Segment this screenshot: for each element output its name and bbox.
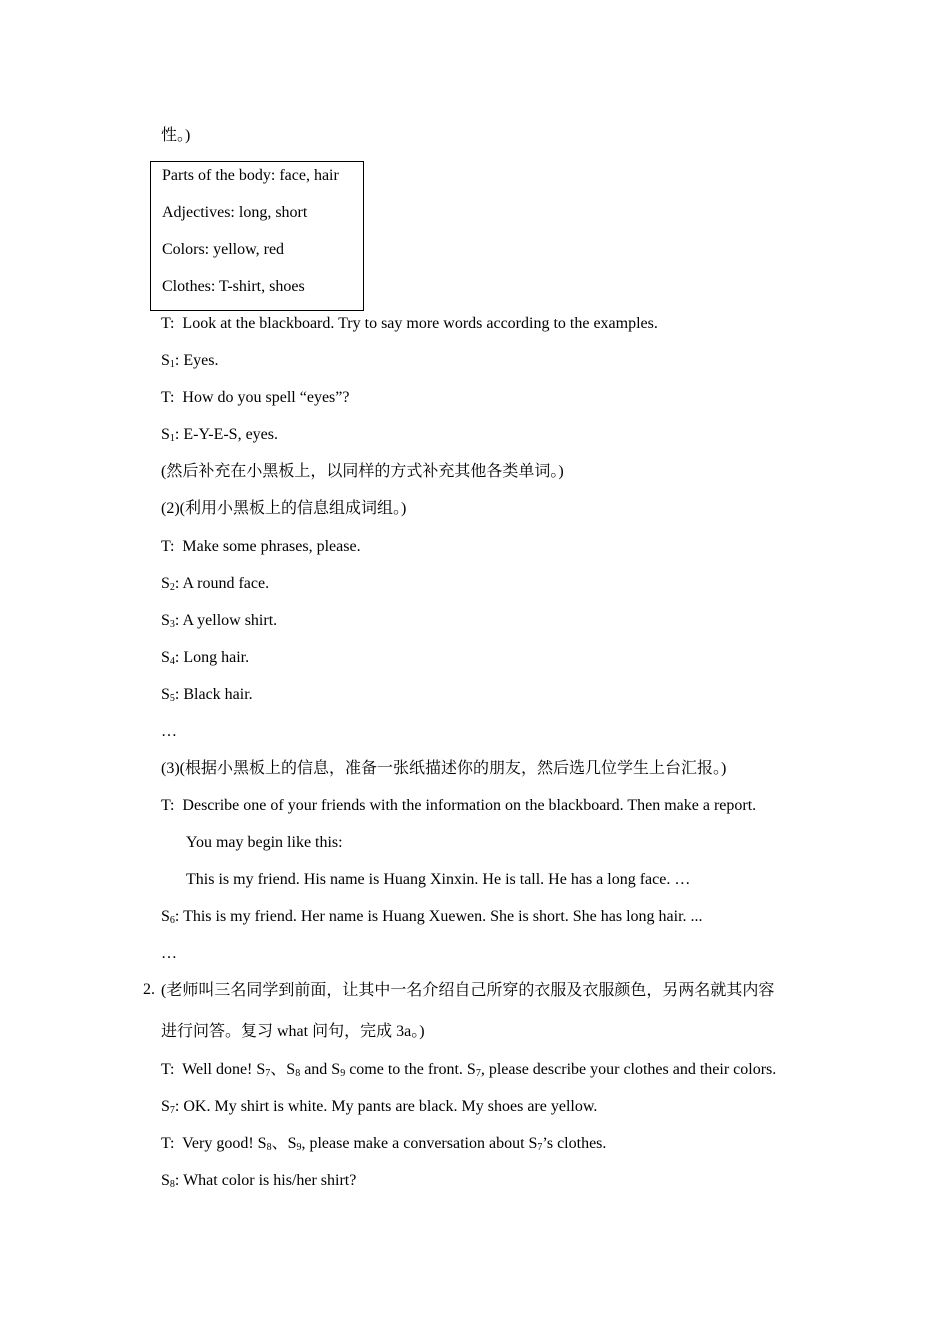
instruction-note: (然后补充在小黑板上，以同样的方式补充其他各类单词。) bbox=[161, 463, 564, 480]
dialogue-line: This is my friend. His name is Huang Xinxin. He is tall. He has a long face. … bbox=[186, 871, 691, 888]
dialogue-line: $S_3$: A yellow shirt. bbox=[161, 612, 278, 630]
dialogue-line: T: Describe one of your friends with the information on the blackboard. Then make a report. bbox=[161, 797, 757, 814]
dialogue-line: T: Very good! $S_8$、$S_9$, please make a conversation about $S_7’s$ clothes. bbox=[161, 1135, 607, 1153]
dialogue-line: T: Well done! $S_7$、$S_8$ and $S_9$ come to the front. $S_7$, please describe your clothes and their colors. bbox=[161, 1061, 777, 1079]
dialogue-line: T: Look at the blackboard. Try to say more words according to the examples. bbox=[161, 315, 658, 332]
ellipsis: … bbox=[161, 723, 177, 740]
dialogue-line: $S_8$: What color is his/her shirt? bbox=[161, 1172, 357, 1190]
dialogue-line: T: How do you spell “eyes”? bbox=[161, 389, 350, 406]
dialogue-line: $S_6$: This is my friend. Her name is Huang Xuewen. She is short. She has long hair. ... bbox=[161, 908, 703, 926]
dialogue-line: $S_2$: A round face. bbox=[161, 575, 270, 593]
step-3-instruction: (3)(根据小黑板上的信息，准备一张纸描述你的朋友，然后选几位学生上台汇报。) bbox=[161, 760, 727, 777]
step-2-instruction: (2)(利用小黑板上的信息组成词组。) bbox=[161, 500, 407, 517]
item-2-instruction: 进行问答。复习 what 问句，完成 3a。) bbox=[161, 1023, 425, 1040]
vocabulary-box bbox=[150, 161, 364, 311]
item-number: 2. bbox=[143, 981, 155, 998]
ellipsis: … bbox=[161, 945, 177, 962]
vocab-row: Adjectives: long, short bbox=[162, 204, 308, 221]
dialogue-line: $S_7$: OK. My shirt is white. My pants are black. My shoes are yellow. bbox=[161, 1098, 598, 1116]
dialogue-line: T: Make some phrases, please. bbox=[161, 538, 361, 555]
dialogue-line: $S_4$: Long hair. bbox=[161, 649, 250, 667]
vocab-row: Parts of the body: face, hair bbox=[162, 167, 339, 184]
dialogue-line: You may begin like this: bbox=[186, 834, 343, 851]
vocab-row: Clothes: T-shirt, shoes bbox=[162, 278, 305, 295]
dialogue-line: $S_5$: Black hair. bbox=[161, 686, 253, 704]
intro-tail: 性。) bbox=[161, 127, 191, 144]
vocab-row: Colors: yellow, red bbox=[162, 241, 285, 258]
item-2-instruction: (老师叫三名同学到前面，让其中一名介绍自己所穿的衣服及衣服颜色，另两名就其内容 bbox=[161, 982, 775, 999]
dialogue-line: $S_1$: Eyes. bbox=[161, 352, 219, 370]
dialogue-line: $S_1$: E-Y-E-S, eyes. bbox=[161, 426, 278, 444]
